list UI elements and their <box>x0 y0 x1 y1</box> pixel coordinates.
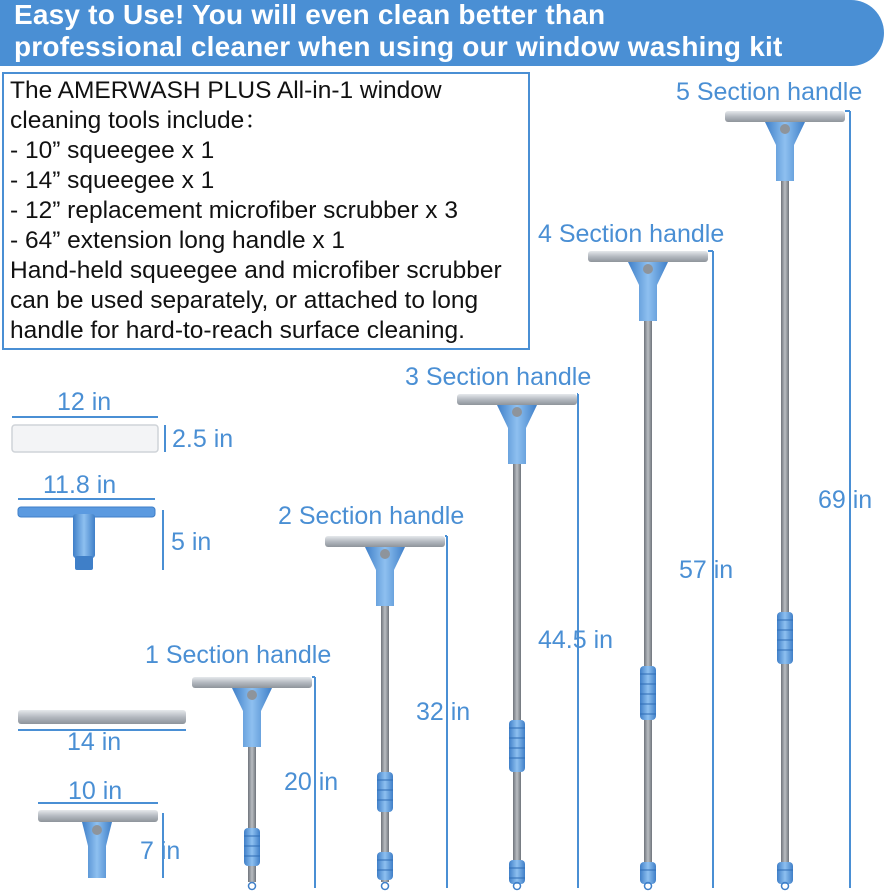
banner-line-1: Easy to Use! You will even clean better than <box>14 0 606 30</box>
info-line: handle for hard-to-reach surface cleaning. <box>10 317 465 344</box>
info-line: cleaning tools include： <box>10 107 269 134</box>
handle-3-title: 3 Section handle <box>405 363 592 391</box>
blade-14in <box>18 710 186 730</box>
scrubber-width-label: 12 in <box>57 388 112 416</box>
scrubber-holder <box>18 499 163 570</box>
scrubber-height-label: 2.5 in <box>172 425 234 453</box>
squeegee10-height-label: 7 in <box>140 837 181 865</box>
info-line: The AMERWASH PLUS All-in-1 window <box>10 77 442 104</box>
microfiber-scrubber <box>12 417 165 452</box>
holder-height-label: 5 in <box>171 528 212 556</box>
handle-1-length: 20 in <box>284 768 339 796</box>
info-line: can be used separately, or attached to long <box>10 287 479 314</box>
info-line: - 10” squeegee x 1 <box>10 137 215 164</box>
info-line: Hand-held squeegee and microfiber scrubber <box>10 257 502 284</box>
handle-5-title: 5 Section handle <box>676 78 863 106</box>
handle-4-length: 57 in <box>679 556 734 584</box>
handle-5-length: 69 in <box>818 486 873 514</box>
info-line: - 12” replacement microfiber scrubber x 3 <box>10 197 458 224</box>
info-line: - 64” extension long handle x 1 <box>10 227 346 254</box>
handle-1-title: 1 Section handle <box>145 641 332 669</box>
handle-4-title: 4 Section handle <box>538 220 725 248</box>
squeegee10-width-label: 10 in <box>68 777 123 805</box>
banner-line-2: professional cleaner when using our window washing kit <box>14 31 783 62</box>
handle-2-title: 2 Section handle <box>278 502 465 530</box>
holder-width-label: 11.8 in <box>43 471 117 499</box>
info-line: - 14” squeegee x 1 <box>10 167 215 194</box>
blade14-width-label: 14 in <box>67 728 122 756</box>
handle-2-length: 32 in <box>416 698 471 726</box>
handle-3-length: 44.5 in <box>538 626 614 654</box>
